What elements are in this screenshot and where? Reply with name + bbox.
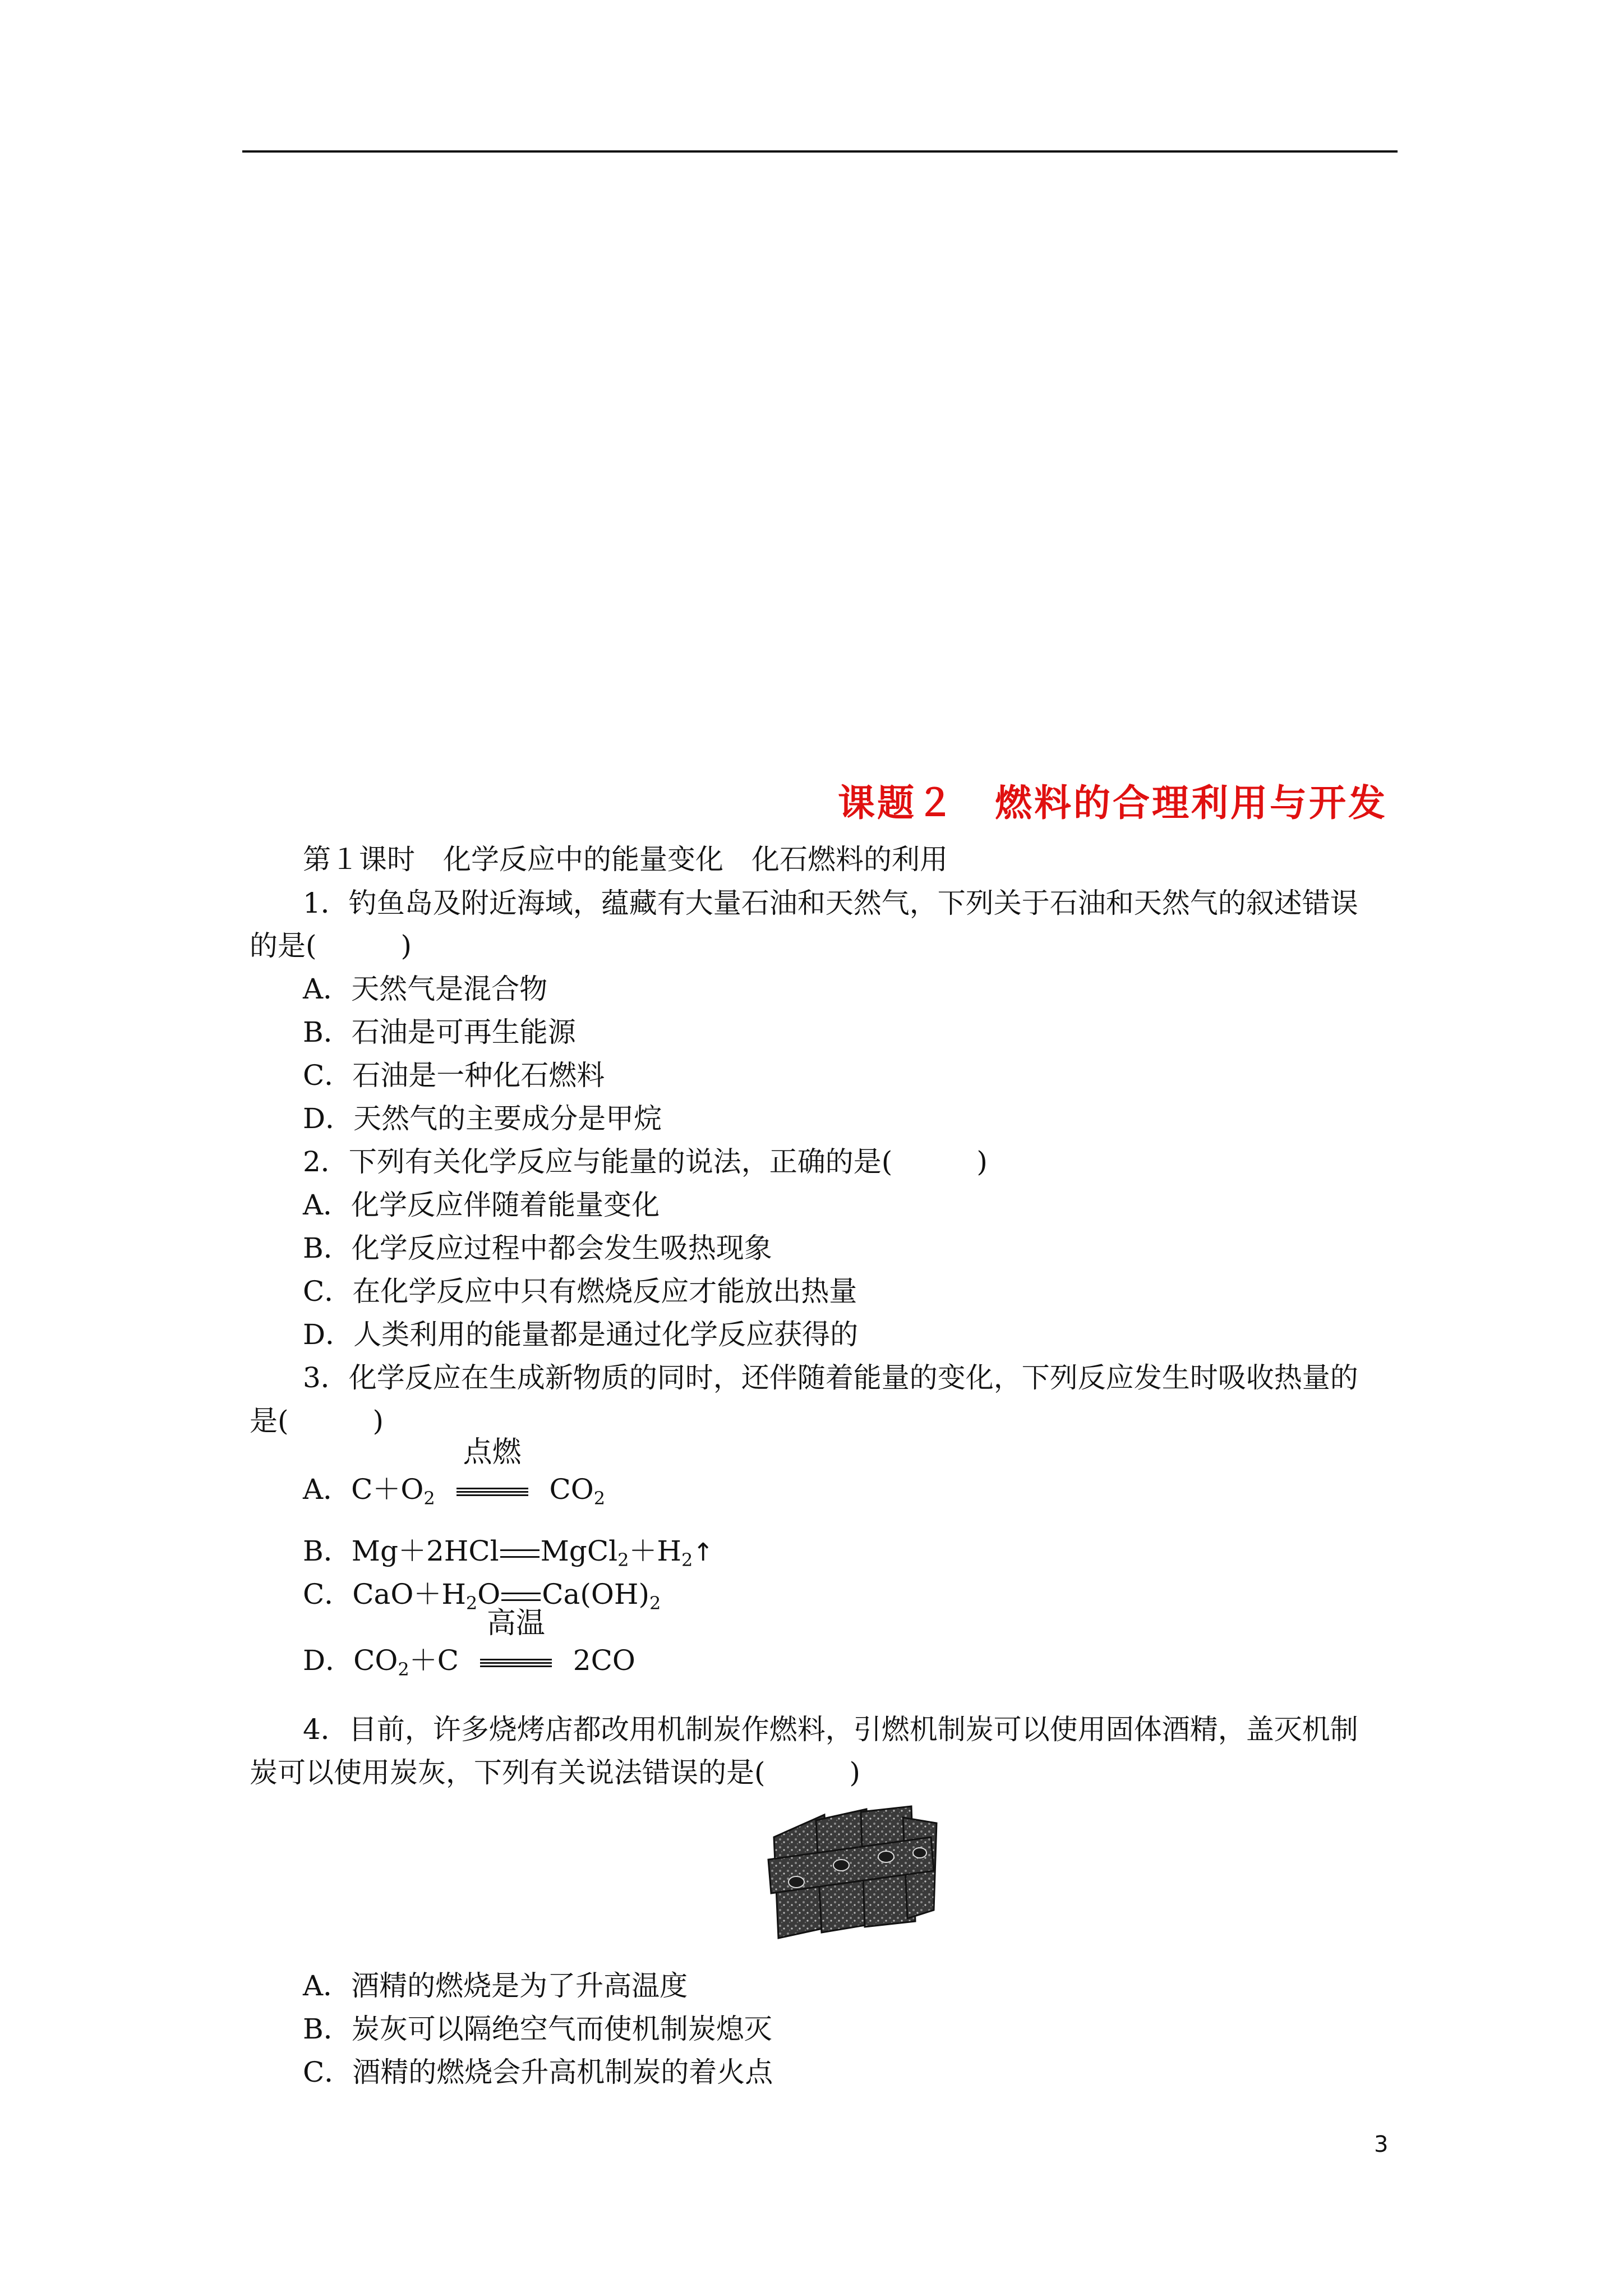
lesson-subtitle: 第１课时 化学反应中的能量变化 化石燃料的利用: [303, 843, 948, 876]
q3-c-equals-sign: [501, 1593, 541, 1601]
q3-b-equals-sign: [500, 1549, 540, 1558]
q3-a-product: CO: [549, 1473, 594, 1506]
q3-stem-line1: 3．化学反应在生成新物质的同时，还伴随着能量的变化，下列反应发生时吸收热量的: [303, 1361, 1358, 1394]
q3-d-sub1: 2: [398, 1659, 409, 1680]
q3-c-sub2: 2: [649, 1593, 661, 1614]
section-title: 课题２ 燃料的合理利用与开发: [838, 781, 1387, 825]
q1-option-a: A．天然气是混合物: [303, 973, 548, 1005]
q3-a-sub1: 2: [423, 1488, 435, 1509]
q3-a-condition: [457, 1435, 528, 1506]
q3-a-sub2: 2: [593, 1488, 606, 1509]
q3-option-d: [303, 1607, 635, 1686]
q3-d-reactant2: ＋C: [409, 1644, 459, 1677]
q3-d-condition: [480, 1607, 552, 1677]
q3-c-sub1: 2: [465, 1593, 478, 1614]
q3-b-product: MgCl: [540, 1535, 618, 1567]
q4-option-c: C．酒精的燃烧会升高机制炭的着火点: [303, 2056, 773, 2088]
q2-option-b: B．化学反应过程中都会发生吸热现象: [303, 1232, 772, 1264]
q3-d-product: 2CO: [573, 1644, 635, 1677]
q3-a-equals-sign: [457, 1488, 528, 1496]
q1-option-d: D．天然气的主要成分是甲烷: [303, 1102, 662, 1135]
q3-option-a: [303, 1435, 606, 1515]
q4-stem-line1: 4．目前，许多烧烤店都改用机制炭作燃料，引燃机制炭可以使用固体酒精，盖灭机制: [303, 1713, 1358, 1746]
q3-c-mid: O: [477, 1578, 501, 1611]
q1-stem-line1: 1．钓鱼岛及附近海域，蕴藏有大量石油和天然气，下列关于石油和天然气的叙述错误: [303, 887, 1358, 919]
q3-d-reactant1: D．CO: [303, 1644, 398, 1677]
q3-a-condition-label: 点燃: [463, 1435, 522, 1469]
page-number: 3: [1374, 2132, 1389, 2157]
q3-c-reactants: C．CaO＋H: [303, 1578, 466, 1611]
q3-b-reactants: B．Mg＋2HCl: [303, 1535, 499, 1567]
q1-stem-line2: 的是( ): [250, 930, 412, 962]
q4-option-a: A．酒精的燃烧是为了升高温度: [303, 1970, 688, 2002]
q3-option-b: [303, 1534, 713, 1577]
q3-stem-line2: 是( ): [250, 1405, 384, 1437]
q3-c-product: Ca(OH): [542, 1578, 649, 1611]
q4-stem-line2: 炭可以使用炭灰，下列有关说法错误的是( ): [250, 1756, 861, 1789]
q1-option-c: C．石油是一种化石燃料: [303, 1059, 605, 1092]
q1-option-b: B．石油是可再生能源: [303, 1016, 576, 1048]
q3-d-condition-label: 高温: [486, 1607, 545, 1640]
q2-option-c: C．在化学反应中只有燃烧反应才能放出热量: [303, 1275, 857, 1308]
q3-b-plus: ＋H: [629, 1535, 682, 1567]
q2-option-d: D．人类利用的能量都是通过化学反应获得的: [303, 1318, 859, 1351]
q2-option-a: A．化学反应伴随着能量变化: [303, 1189, 660, 1221]
q3-b-sub1: 2: [617, 1549, 629, 1571]
q2-stem: 2．下列有关化学反应与能量的说法，正确的是( ): [303, 1145, 988, 1178]
q4-option-b: B．炭灰可以隔绝空气而使机制炭熄灭: [303, 2013, 772, 2045]
charcoal-briquettes-image: [763, 1798, 942, 1941]
q3-b-sub2: 2: [681, 1549, 693, 1571]
header-rule: [242, 150, 1398, 153]
q3-d-equals-sign: [480, 1659, 552, 1667]
gas-arrow-icon: ↑: [693, 1538, 714, 1567]
q3-a-reactants: A．C＋O: [303, 1473, 424, 1506]
